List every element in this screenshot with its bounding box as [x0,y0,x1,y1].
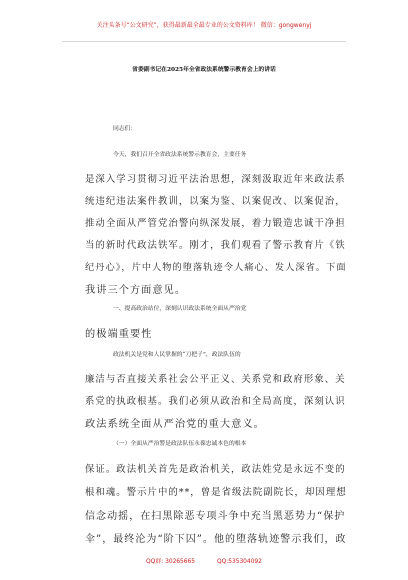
salutation: 同志们： [113,126,137,132]
promo-header: 关注头条号“公文研究”，获得最新最全最专业的公文资料库！ 微信：gongwenyj [96,22,312,29]
body-line: 今天，我们召开全省政法系统警示教育会，主要任务 [113,152,247,158]
body-line: 统违纪违法案件教训，以案为鉴、以案促改、以案促治， [85,196,346,207]
body-line: （一）全面从严治警是政法队伍永葆忠诚本色的根本 [113,441,247,447]
body-line: 推动全面从严管党治警向纵深发展，着力锻造忠诚干净担 [85,218,346,229]
body-line: 根和魂。警示片中的**，曾是省级法院副院长，却因理想 [85,487,347,498]
body-line: 信念动摇，在扫黑除恶专项斗争中充当黑恶势力“保护 [85,511,346,522]
body-line: 当的新时代政法铁军。刚才，我们观看了警示教育片《铁 [85,240,346,251]
body-line: 政法系统全面从严治党的重大意义。 [85,419,265,430]
body-line: 是深入学习贯彻习近平法治思想，深刻汲取近年来政法系 [85,174,346,185]
body-line: 保证。政法机关首先是政治机关，政法姓党是永远不变的 [85,464,346,475]
document-title: 省委副书记在2025年全省政法系统警示教育会上的讲话 [132,67,276,73]
body-line: 系党的执政根基。我们必须从政治和全局高度，深刻认识 [85,396,346,407]
body-line: 伞”，最终沦为“阶下囚”。他的堕落轨迹警示我们，政 [85,534,347,545]
qq-number-text: QQ:535304092 [216,559,262,565]
qq-group-text: QQ群: 30265665 [146,559,196,565]
section-heading: 的极端重要性 [85,329,153,340]
body-line: 廉洁与否直接关系社会公平正义、关系党和政府形象、关 [85,374,346,385]
body-line: 政法机关是党和人民掌握的“刀把子”，政法队伍的 [113,352,241,358]
section-heading: 一、提高政治站位，深刻认识政法系统全面从严治党 [113,306,247,312]
body-line: 我讲三个方面意见。 [85,285,187,296]
body-line: 纪丹心》，片中人物的堕落轨迹令人痛心、发人深省。下面 [85,262,347,273]
contact-footer [0,556,408,565]
